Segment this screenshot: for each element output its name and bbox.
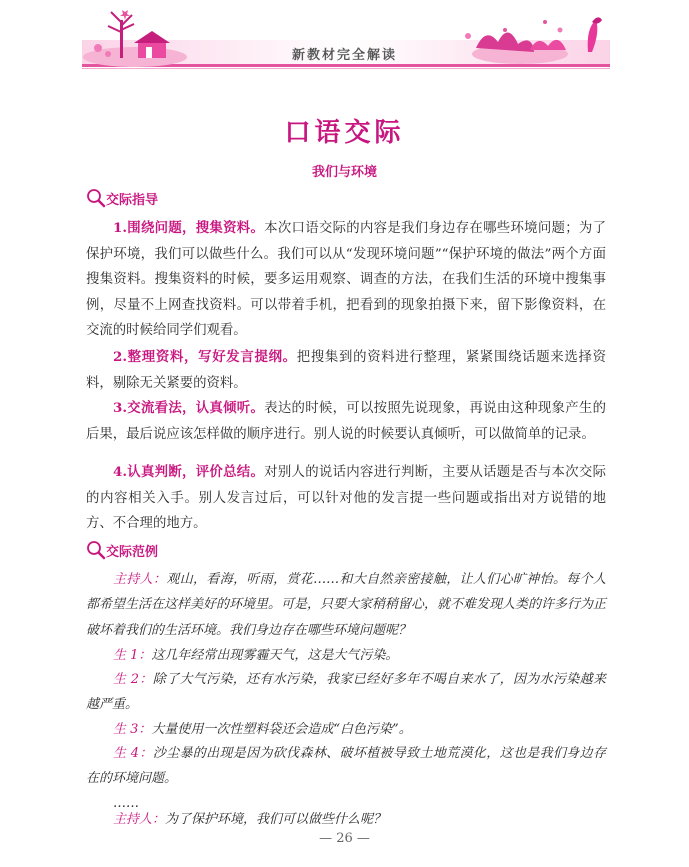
dialogue-text: 这几年经常出现雾霾天气，这是大气污染。 xyxy=(151,648,399,663)
dialogue-text: 观山，看海，听雨，赏花……和大自然亲密接触，让人们心旷神怡。每个人都希望生活在这样美好的环境里。可是，只要大家稍稍留心，就不难发现人类的许多行为正破坏着我们的生活环境。我们身边存在哪些环境问题呢？ xyxy=(86,572,607,638)
section-heading-label: 交际范例 xyxy=(106,545,159,560)
dialogue-text: 除了大气污染，还有水污染，我家已经好多年不喝自来水了，因为水污染越来越严重。 xyxy=(86,672,606,713)
guide-item-lead: 3.交流看法，认真倾听。 xyxy=(113,400,265,416)
dialogue-line xyxy=(86,807,606,832)
dialogue-line xyxy=(86,643,606,668)
header-title: 新教材完全解读 xyxy=(291,48,397,63)
guide-item-text: 本次口语交际的内容是我们身边存在哪些环境问题；为了保护环境，我们可以做些什么。我们可以从“发现环境问题”“保护环境的做法”两个方面搜集资料。搜集资料的时候，要多运用观察、调查的方法，在我们生活的环境中搜集事例，尽量不上网查找资料。可以带着手机，把看到的现象拍摄下来，留下影像资料，在交流的时候给同学们观看。 xyxy=(86,221,606,339)
magnifier-icon xyxy=(86,540,106,560)
guide-item-lead: 4.认真判断，评价总结。 xyxy=(113,464,265,480)
dialogue-line xyxy=(86,717,606,742)
banner-illustration xyxy=(0,0,689,80)
dialogue-speaker: 生 4： xyxy=(113,746,153,761)
guide-item-1 xyxy=(86,216,606,344)
dialogue-speaker: 主持人： xyxy=(113,572,167,587)
dialogue-text: 沙尘暴的出现是因为砍伐森林、破坏植被导致土地荒漠化，这也是我们身边存在的环境问题。 xyxy=(86,746,606,787)
header-banner xyxy=(0,0,689,80)
dialogue-speaker: 主持人： xyxy=(113,812,166,827)
section-heading-label: 交际指导 xyxy=(106,193,159,208)
guide-item-text: 表达的时候，可以按照先说现象，再说由这种现象产生的后果，最后说应该怎样做的顺序进行。别人说的时候要认真倾听，可以做简单的记录。 xyxy=(86,401,606,442)
guide-item-4 xyxy=(86,460,606,537)
dialogue-speaker: 生 2： xyxy=(113,672,153,687)
dialogue-line xyxy=(86,741,606,792)
dialogue-speaker: 生 3： xyxy=(113,722,152,737)
guide-item-text: 对别人的说话内容进行判断，主要从话题是否与本次交际的内容相关入手。别人发言过后，可以针对他的发言提一些问题或指出对方说错的地方、不合理的地方。 xyxy=(86,465,606,532)
dialogue-speaker: 生 1： xyxy=(113,648,152,663)
dialogue-text: 为了保护环境，我们可以做些什么呢？ xyxy=(165,812,387,827)
dialogue-text: 大量使用一次性塑料袋还会造成“白色污染”。 xyxy=(151,722,412,737)
guide-item-text: 把搜集到的资料进行整理，紧紧围绕话题来选择资料，剔除无关紧要的资料。 xyxy=(86,350,607,391)
guide-item-3 xyxy=(86,396,606,447)
page-subtitle: 我们与环境 xyxy=(311,165,377,180)
page-title: 口语交际 xyxy=(284,118,405,148)
guide-item-lead: 1.围绕问题，搜集资料。 xyxy=(113,220,265,236)
dialogue-line xyxy=(86,667,606,718)
dialogue-line xyxy=(86,567,606,643)
dialogue-text: …… xyxy=(113,796,139,811)
guide-item-lead: 2.整理资料，写好发言提纲。 xyxy=(113,349,297,365)
guide-item-2 xyxy=(86,345,606,396)
page-number: — 26 — xyxy=(319,831,370,846)
magnifier-icon xyxy=(86,188,106,208)
